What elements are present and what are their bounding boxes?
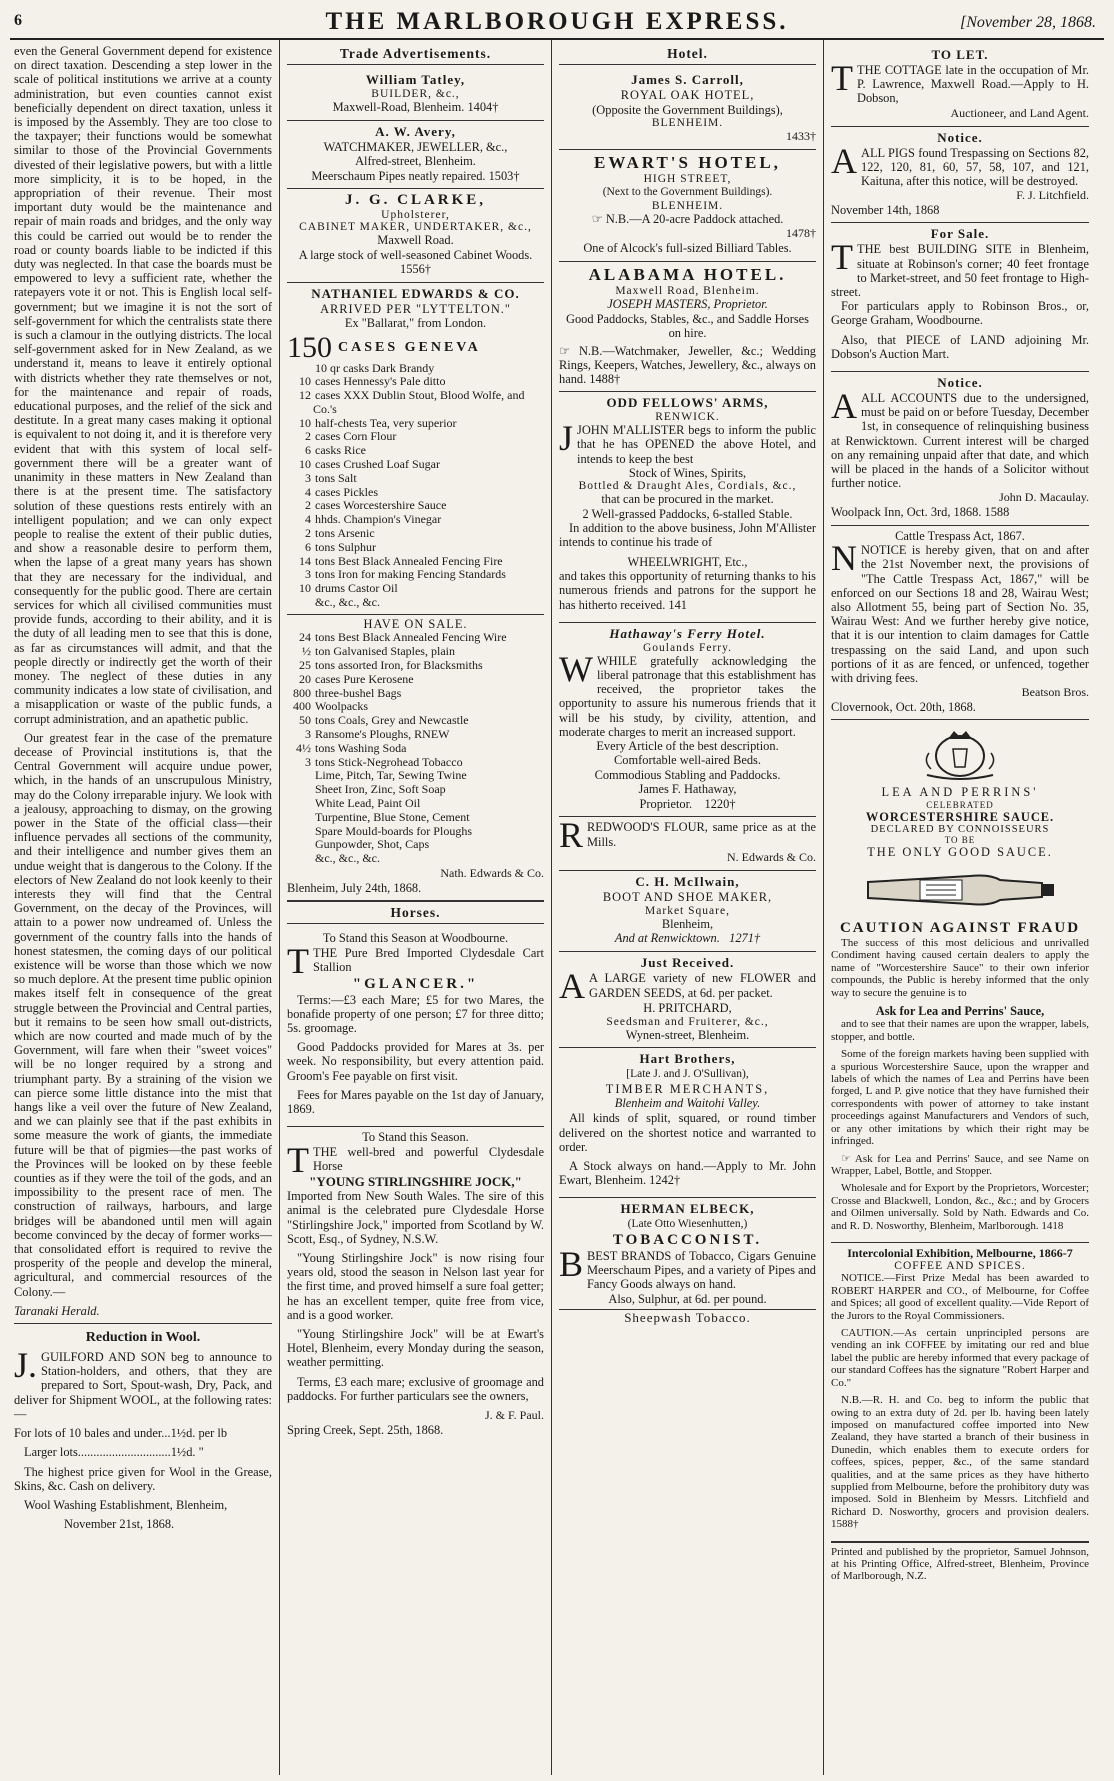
ad-name: C. H. McIlwain, bbox=[635, 874, 740, 890]
stock-item bbox=[287, 687, 544, 701]
ad-body: CAUTION.—As certain unprincipled persons are vending an ink COFFEE by imitating our red and blue label the public are hereby informed that every package of our standard Coffees has the signature "Robert Harper and Co." bbox=[831, 1327, 1089, 1389]
page-number: 6 bbox=[14, 12, 22, 29]
ad-intro: TTHE well-bred and powerful Clydesdale Horse bbox=[287, 1139, 544, 1180]
stock-item bbox=[287, 756, 544, 770]
stock-quantity: 3 bbox=[305, 754, 311, 769]
ad-body: ☞ Ask for Lea and Perrins' Sauce, and see Name on Wrapper, Label, Bottle, and Stopper. bbox=[831, 1152, 1089, 1177]
ad-trade: Seedsman and Fruiterer, &c., bbox=[606, 1015, 769, 1028]
stock-quantity: 10 bbox=[299, 374, 311, 389]
ad-name: JOSEPH MASTERS, Proprietor. bbox=[607, 296, 768, 311]
stock-description: &c., &c., &c. bbox=[315, 595, 380, 610]
ad-slogan: THE ONLY GOOD SAUCE. bbox=[867, 845, 1053, 860]
ad-heading: TO LET. bbox=[931, 47, 989, 62]
stock-description: cases Crushed Loaf Sugar bbox=[315, 457, 440, 472]
stock-quantity: 3 bbox=[305, 470, 311, 485]
stock-item bbox=[287, 645, 544, 659]
column-2 bbox=[280, 40, 552, 1775]
stock-description: hhds. Champion's Vinegar bbox=[315, 512, 442, 527]
ad-town: BLENHEIM. bbox=[651, 199, 724, 212]
ad-sign: Beatson Bros. bbox=[1021, 685, 1089, 700]
stock-quantity: 6 bbox=[305, 443, 311, 458]
ad-body: "Young Stirlingshire Jock" is now rising four years old, stood the season in Nelson last year for the first time, and proved himself a sure foal getter; he has an excellent temper, quite free from vice, and is a good worker. bbox=[287, 1251, 544, 1322]
ad-body: NNOTICE is hereby given, that on and after the 21st November next, the provisions of "The Cattle Trespass Act, 1867," will be enforced on our Sections 18 and 28, Wairau West; also Allotment 55, being part of Section No. 35, Wairau West: And we further hereby give notice, that it is our intention to claim damages for Cattle trespassing on the said Land, and upon such portions of it as are fenced, or unfenced, together with driving fees. bbox=[831, 538, 1089, 685]
ad-body: In addition to the above business, John M'Allister intends to continue his trade of bbox=[559, 521, 816, 550]
pointing-hand-icon: ☞ bbox=[841, 1152, 855, 1165]
stock-description: half-chests Tea, very superior bbox=[315, 415, 457, 430]
stock-item bbox=[287, 430, 544, 444]
ad-clarke bbox=[287, 189, 544, 283]
stock-quantity: 4 bbox=[305, 512, 311, 527]
column-3 bbox=[552, 40, 824, 1775]
ad-heading: Just Received. bbox=[640, 955, 735, 971]
ad-address: Maxwell-Road, Blenheim. 1404† bbox=[332, 100, 499, 114]
stock-quantity: 14 bbox=[299, 553, 311, 568]
trade-ads-heading: Trade Advertisements. bbox=[287, 44, 544, 65]
ad-address: Maxwell Road. bbox=[377, 233, 454, 247]
ad-oddfellows bbox=[559, 392, 816, 623]
ad-note: Every Article of the best description. bbox=[596, 738, 779, 753]
editorial-source: Taranaki Herald. bbox=[14, 1303, 100, 1318]
stock-item bbox=[287, 728, 544, 742]
stock-quantity: 50 bbox=[299, 713, 311, 728]
ad-sign: James F. Hathaway, bbox=[638, 782, 737, 797]
hotel-name: EWART'S HOTEL, bbox=[594, 153, 781, 172]
ad-note: Comfortable well-aired Beds. bbox=[614, 753, 761, 768]
ad-note: WHEELWRIGHT, Etc., bbox=[627, 554, 748, 569]
ad-number: 1478† bbox=[786, 226, 816, 240]
paper-title: THE MARLBOROUGH EXPRESS. bbox=[325, 8, 789, 35]
stock-item bbox=[287, 582, 544, 596]
ad-body: A Stock always on hand.—Apply to Mr. John Ewart, Blenheim. 1242† bbox=[559, 1159, 816, 1188]
ad-body: Some of the foreign markets having been supplied with a spurious Worcestershire Sauce, upon the wrapper and labels of which the names of Lea and Perrins have been forged, L and P. give notice that they have furnished their correspondents with power of attorney to take instant proceedings against Manufacturers and Vendors of such, or any other imitations by which their right may be infringed. bbox=[831, 1048, 1089, 1148]
ad-avery bbox=[287, 121, 544, 190]
stock-description: Woolpacks bbox=[315, 699, 369, 714]
ad-body: BBEST BRANDS of Tobacco, Cigars Genuine Meerschaum Pipes, and a variety of Pipes and Fancy Goods always on hand. bbox=[559, 1243, 816, 1292]
ad-sign: J. & F. Paul. bbox=[484, 1408, 544, 1423]
stock-item bbox=[287, 555, 544, 569]
stock-description: White Lead, Paint Oil bbox=[315, 795, 421, 810]
ad-hart bbox=[559, 1048, 816, 1198]
stock-item bbox=[287, 541, 544, 555]
stock-quantity: 10 bbox=[299, 581, 311, 596]
stock-item bbox=[287, 811, 544, 825]
stock-list bbox=[287, 362, 544, 610]
stock-item bbox=[287, 458, 544, 472]
ad-cattle-trespass bbox=[831, 526, 1089, 721]
ad-address: (Opposite the Government Buildings), bbox=[592, 102, 783, 117]
wool-body: J. GUILFORD AND SON beg to announce to Station-holders, and others, that they are prepared to Sort, Spout-wash, Dry, Pack, and deliver for Shipment WOOL, at the following rates:— bbox=[14, 1345, 272, 1421]
ad-name: J. G. CLARKE, bbox=[344, 192, 487, 208]
ad-harper-coffee bbox=[831, 1243, 1089, 1542]
ad-note: Bottled & Draught Ales, Cordials, &c., bbox=[578, 480, 797, 493]
ad-trade: TOBACCONIST. bbox=[612, 1231, 763, 1248]
ad-date: Woolpack Inn, Oct. 3rd, 1868. 1588 bbox=[831, 505, 1010, 520]
stock-description: Ransome's Ploughs, RNEW bbox=[315, 726, 450, 741]
stock-quantity: 20 bbox=[299, 671, 311, 686]
stock-item bbox=[287, 659, 544, 673]
stock-description: tons Best Black Annealed Fencing Fire bbox=[315, 553, 503, 568]
ad-body: and to see that their names are upon the wrapper, labels, stopper, and bottle. bbox=[831, 1018, 1089, 1043]
hotel-name: ALABAMA HOTEL. bbox=[588, 264, 787, 284]
ad-sign: John D. Macaulay. bbox=[999, 490, 1089, 505]
ad-note: [Late J. and J. O'Sullivan), bbox=[626, 1068, 749, 1081]
ad-name: A. W. Avery, bbox=[375, 123, 456, 139]
ad-redwood bbox=[559, 817, 816, 871]
ad-note: Ask for Lea and Perrins' Sauce, bbox=[875, 1003, 1045, 1018]
stock-description: three-bushel Bags bbox=[315, 685, 402, 700]
ad-body: Imported from New South Wales. The sire of this animal is the celebrated pure Clydesdale Horse "Stirlingshire Jock," imported from Scotland by W. Scott, Esq., of Sydney, N.S.W. bbox=[287, 1189, 544, 1246]
wool-rate: For lots of 10 bales and under...1½d. per lb bbox=[14, 1426, 228, 1441]
horses-heading: Horses. bbox=[287, 901, 544, 924]
ad-body: For particulars apply to Robinson Bros., or, George Graham, Woodbourne. bbox=[831, 299, 1089, 328]
ad-body: TTHE best BUILDING SITE in Blenheim, situate at Robinson's corner; 40 feet frontage to Market-street, and 50 feet frontage to High-street. bbox=[831, 237, 1089, 300]
ad-sign: F. J. Litchfield. bbox=[1016, 188, 1089, 203]
stock-description: casks Rice bbox=[315, 443, 366, 458]
ad-trade: CABINET MAKER, UNDERTAKER, &c., bbox=[299, 221, 532, 233]
ad-date: November 14th, 1868 bbox=[831, 203, 940, 218]
stock-description: tons Sulphur bbox=[315, 539, 377, 554]
stock-item bbox=[287, 825, 544, 839]
stock-item bbox=[287, 769, 544, 783]
ad-body: AALL ACCOUNTS due to the undersigned, must be paid on or before Tuesday, December 1st, in consequence of relinquishing business at Renwicktown. Current interest will be charged on any remaining unpaid after that date, and which will be placed in the hands of a Solicitor without further notice. bbox=[831, 386, 1089, 491]
ad-jock bbox=[287, 1127, 544, 1442]
stock-item bbox=[287, 631, 544, 645]
stock-quantity: 24 bbox=[299, 630, 311, 645]
stock-description: 10 qr casks Dark Brandy bbox=[315, 360, 435, 375]
geneva-line bbox=[287, 330, 544, 364]
stock-quantity: 10 bbox=[299, 457, 311, 472]
ad-body: AALL PIGS found Trespassing on Sections 82, 122, 120, 81, 60, 57, 58, 107, and 121, Kaituna, after this notice, will be destroyed. bbox=[831, 140, 1089, 189]
ad-body: and takes this opportunity of returning thanks to his numerous friends and patrons for the support he has hitherto received. 141 bbox=[559, 569, 816, 612]
masthead bbox=[10, 6, 1104, 40]
ad-trade: BOOT AND SHOE MAKER, bbox=[602, 890, 773, 905]
geneva-count: 150 bbox=[287, 330, 332, 364]
sale-list bbox=[287, 631, 544, 866]
caution-heading: CAUTION AGAINST FRAUD bbox=[839, 919, 1081, 936]
stock-quantity: 6 bbox=[305, 539, 311, 554]
ad-name: NATHANIEL EDWARDS & CO. bbox=[311, 285, 520, 301]
product-name: WORCESTERSHIRE SAUCE. bbox=[865, 809, 1055, 824]
ad-trade: TIMBER MERCHANTS, bbox=[605, 1081, 770, 1096]
ad-seeds bbox=[559, 952, 816, 1048]
ad-note: TO BE bbox=[944, 835, 976, 846]
ad-intro: TTHE Pure Bred Imported Clydesdale Cart Stallion bbox=[287, 940, 544, 981]
ad-body: Wholesale and for Export by the Proprietors, Worcester; Crosse and Blackwell, London, &c., &c.; and by Grocers and Oilmen universally. Sold by Nath. Edwards and Co. and R. D. Nosworthy, Blenheim, Marlborough. 1418 bbox=[831, 1182, 1089, 1232]
stock-item bbox=[287, 568, 544, 582]
wool-heading: Reduction in Wool. bbox=[85, 1330, 201, 1346]
stock-item bbox=[287, 783, 544, 797]
stock-item bbox=[287, 472, 544, 486]
ad-tatley bbox=[287, 69, 544, 121]
ad-mcilwain bbox=[559, 871, 816, 952]
ad-date: Spring Creek, Sept. 25th, 1868. bbox=[287, 1423, 444, 1438]
ad-sign: N. Edwards & Co. bbox=[727, 850, 816, 865]
ad-number: 1433† bbox=[786, 129, 816, 143]
stock-description: ton Galvanised Staples, plain bbox=[315, 644, 455, 659]
ad-address: Market Square, bbox=[645, 904, 730, 917]
ad-body: A A LARGE variety of new FLOWER and GARDEN SEEDS, at 6d. per packet. bbox=[559, 966, 816, 1007]
stock-item bbox=[287, 486, 544, 500]
ad-to-let bbox=[831, 44, 1089, 127]
ad-note: Stock of Wines, Spirits, bbox=[628, 465, 747, 480]
ad-royal-oak bbox=[559, 69, 816, 150]
ad-heading: Notice. bbox=[937, 129, 983, 145]
stock-description: tons Washing Soda bbox=[315, 740, 407, 755]
editorial-paragraph: even the General Government depend for existence on direct taxation. Descending a step lower in the scale of political institutions we arrive at a county administration, but even counties cannot exist beneficially dependent on direct taxation, unless it is imposed by the Assembly. They are too close to the taxpayer; their functions would be somewhat similar to those of the Provincial Governments divested of their legislative powers, but with a little more simplicity, it is to be hoped, in the appropriation of their revenue. Their most important duty would be the maintenance and repair of main roads and bridges, and the only way this could be carried out would be to render the road or county boards liable to be indicted if this duty was neglected. In that case the boards must be empowered to levy a sufficient rate, whether the ratepayers vote it or not. This is English local self-government; but we imagine it is not the sort of self-government for which the centralists state there is such a clamour in the outlying districts. The local self-government asked for in New Zealand, as we understand it, means to leave it entirely optional with districts whether they rate themselves or not, for the maintenance and repair of roads, educational purposes, and the relief of the sick and destitute. In a great many cases making it optional is equivalent to not doing it, and it is therefore very evident that with this system of local self-government there will be a greater want of unanimity in these matters in New Zealand than there is at the present time. The satisfactory solution of these questions rests entirely with an intelligent population; and we can only expect people to realise the extent of their public duties, and show a reasonable desire to perform them, when the lapse of a great many years has shown that they are necessary for the individual, and consequently for the public good. There are certain services for which all civilised communities must provide funds, according to their ability, and it is the duty of all leading men to see that this is done, as far as circumstances will admit, and that the people directly or indirectly get the worth of their money. The neglect of these duties in any community indicates a low state of civilisation, and a misapplication or waste of the public funds, a corrupt administration, and an apathetic public. bbox=[14, 44, 272, 726]
ad-body: WWHILE gratefully acknowledging the liberal patronage that this establishment has received, the proprietor takes the opportunity to assure his numerous friends that it will be his study, by civility, attention, and moderate charges to merit an increased support. bbox=[559, 648, 816, 739]
stock-quantity: 25 bbox=[299, 657, 311, 672]
stock-description: tons assorted Iron, for Blacksmiths bbox=[315, 657, 483, 672]
ad-trade: Upholsterer, bbox=[381, 209, 450, 221]
ad-address: HIGH STREET, bbox=[643, 173, 732, 185]
ad-elbeck bbox=[559, 1198, 816, 1331]
ad-heading: Notice. bbox=[937, 375, 983, 391]
stock-quantity: 2 bbox=[305, 429, 311, 444]
ad-subtitle: COFFEE AND SPICES. bbox=[894, 1260, 1026, 1273]
ad-sign: Proprietor. 1220† bbox=[639, 796, 736, 811]
pointing-hand-icon: ☞ bbox=[559, 343, 579, 358]
ad-heading: For Sale. bbox=[930, 226, 990, 242]
ad-heading: Intercolonial Exhibition, Melbourne, 1866-7 bbox=[847, 1245, 1073, 1260]
stock-description: tons Arsenic bbox=[315, 526, 375, 541]
stock-description: Gunpowder, Shot, Caps bbox=[315, 837, 430, 852]
horse-name: "YOUNG STIRLINGSHIRE JOCK," bbox=[309, 1173, 522, 1189]
geneva-label: CASES GENEVA bbox=[338, 339, 481, 355]
on-sale-heading: HAVE ON SALE. bbox=[287, 614, 544, 632]
ad-note: DECLARED BY CONNOISSEURS bbox=[870, 824, 1050, 836]
ad-note: Commodious Stabling and Paddocks. bbox=[594, 767, 781, 782]
ad-name: Hart Brothers, bbox=[639, 1051, 736, 1067]
stock-description: tons Coals, Grey and Newcastle bbox=[315, 713, 469, 728]
ad-sign: Nath. Edwards & Co. bbox=[440, 865, 544, 880]
stock-item bbox=[287, 375, 544, 389]
ad-address: (Next to the Government Buildings). bbox=[602, 186, 773, 198]
stock-quantity: 3 bbox=[305, 726, 311, 741]
stock-description: tons Iron for making Fencing Standards bbox=[315, 567, 506, 582]
stock-description: cases XXX Dublin Stout, Blood Wolfe, and Co.'s bbox=[313, 388, 525, 416]
ad-subtitle: To Stand this Season at Woodbourne. bbox=[322, 931, 509, 946]
ad-date: Blenheim, July 24th, 1868. bbox=[287, 880, 422, 895]
ad-note: Meerschaum Pipes neatly repaired. 1503† bbox=[311, 168, 520, 183]
stock-item bbox=[287, 714, 544, 728]
stock-description: tons Best Black Annealed Fencing Wire bbox=[315, 630, 507, 645]
ad-for-sale bbox=[831, 223, 1089, 372]
pointing-hand-icon: ☞ bbox=[591, 211, 606, 226]
ad-address: Goulands Ferry. bbox=[643, 641, 732, 654]
stock-quantity: 4½ bbox=[296, 740, 311, 755]
ad-glancer bbox=[287, 928, 544, 1127]
ad-body: N.B.—R. H. and Co. beg to inform the public that owing to an extra duty of 2d. per lb. having been lately imposed on manufactured coffee imported into New Zealand, they have started a branch of their business in Dunedin, which enables them to execute orders for coffees, spices, pepper, &c., of the same standard qualities, and at the same prices as they have hitherto supplied from Melbourne, before the prohibitory duty was imposed. Sold in Blenheim by Messrs. Litchfield and Richard D. Nosworthy, grocers and provision dealers. 1588† bbox=[831, 1394, 1089, 1531]
ad-body: All kinds of split, squared, or round timber delivered on the shortest notice and warranted to order. bbox=[559, 1111, 816, 1154]
ad-note: 2 Well-grassed Paddocks, 6-stalled Stable. bbox=[582, 506, 793, 521]
imprint: Printed and published by the proprietor, Samuel Johnson, at his Printing Office, Alfred-street, Blenheim, Province of Marlborough, N.Z. bbox=[831, 1542, 1089, 1583]
ad-sign: Auctioneer, and Land Agent. bbox=[950, 105, 1089, 120]
ad-note: Also, Sulphur, at 6d. per pound. bbox=[608, 1291, 767, 1306]
hotel-name: ODD FELLOWS' ARMS, bbox=[606, 395, 769, 411]
ad-notice-accounts bbox=[831, 372, 1089, 526]
stock-quantity: 12 bbox=[299, 388, 311, 403]
ad-subtitle: Ex "Ballarat," from London. bbox=[344, 316, 487, 330]
wool-date: November 21st, 1868. bbox=[64, 1517, 175, 1532]
stock-item bbox=[287, 527, 544, 541]
wool-body-2: The highest price given for Wool in the Grease, Skins, &c. Cash on delivery. bbox=[14, 1464, 272, 1493]
stock-quantity: 3 bbox=[305, 567, 311, 582]
stock-description: tons Salt bbox=[315, 470, 357, 485]
stock-description: cases Corn Flour bbox=[315, 429, 397, 444]
ad-address: Wynen-street, Blenheim. bbox=[625, 1027, 750, 1042]
ad-heading: Cattle Trespass Act, 1867. bbox=[895, 528, 1025, 543]
ad-note: (Late Otto Wiesenhutten,) bbox=[627, 1218, 748, 1231]
hotel-name: Hathaway's Ferry Hotel. bbox=[609, 625, 766, 641]
stock-item bbox=[287, 596, 544, 610]
stock-quantity: 10 bbox=[299, 415, 311, 430]
ad-name: William Tatley, bbox=[365, 72, 466, 87]
column-1 bbox=[10, 40, 280, 1775]
ad-town: Blenheim, bbox=[661, 916, 714, 931]
stock-description: Spare Mould-boards for Ploughs bbox=[315, 823, 472, 838]
stock-description: Lime, Pitch, Tar, Sewing Twine bbox=[315, 768, 467, 783]
ad-body: Terms, £3 each mare; exclusive of groomage and paddocks. For further particulars see the owners, bbox=[287, 1374, 544, 1403]
brand-name: LEA AND PERRINS' bbox=[881, 785, 1039, 800]
stock-item bbox=[287, 417, 544, 431]
ad-note: ☞ N.B.—Watchmaker, Jeweller, &c.; Wedding Rings, Keepers, Watches, Jewellery, &c., always on hand. 1488† bbox=[559, 343, 816, 386]
hotel-heading: Hotel. bbox=[559, 44, 816, 65]
ad-note: A large stock of well-seasoned Cabinet Woods. 1556† bbox=[298, 247, 533, 276]
ad-name: HERMAN ELBECK, bbox=[620, 1201, 755, 1217]
ad-address: Maxwell Road, Blenheim. bbox=[615, 284, 760, 297]
royal-crest-icon bbox=[915, 725, 1005, 783]
ad-note: And at Renwicktown. 1271† bbox=[614, 931, 761, 946]
stock-item bbox=[287, 362, 544, 376]
stock-item bbox=[287, 499, 544, 513]
ad-name: James S. Carroll, bbox=[631, 72, 744, 87]
ad-body: NOTICE.—First Prize Medal has been awarded to ROBERT HARPER and CO., of Melbourne, for Coffee and Spices; all good of excellent quality.—Vide Report of the Jurors to the Royal Commissioners. bbox=[831, 1272, 1089, 1322]
ad-notice-pigs bbox=[831, 127, 1089, 224]
stock-description: cases Worcestershire Sauce bbox=[315, 498, 447, 513]
ad-body: Also, that PIECE of LAND adjoining Mr. Dobson's Auction Mart. bbox=[831, 332, 1089, 361]
stock-quantity: 800 bbox=[293, 685, 311, 700]
stock-quantity: ½ bbox=[302, 644, 311, 659]
horse-name: "GLANCER." bbox=[352, 975, 479, 992]
stock-item bbox=[287, 513, 544, 527]
ad-body: "Young Stirlingshire Jock" will be at Ewart's Hotel, Blenheim, every Monday during the season, weather permitting. bbox=[287, 1327, 544, 1370]
stock-quantity: 4 bbox=[305, 484, 311, 499]
stock-description: cases Hennessy's Pale ditto bbox=[315, 374, 446, 389]
ad-town: BLENHEIM. bbox=[651, 117, 724, 129]
ad-trade: BUILDER, &c., bbox=[371, 88, 460, 100]
editorial-paragraph: Our greatest fear in the case of the premature decease of Provincial institutions is, that the Central Government will acquire undue power, which, in the hands of an unscrupulous Ministry, may do the Colony irreparable injury. We look with a jealousy, approaching to dismay, on the growing power in the State of the official class—their influence pervades all sections of the community, and their intelligence and number gives them an undue weight that is dangerous to the Colony. If the electors of New Zealand do not look keenly to their interests they will find that the Central Government, on the decay of the Provinces, will attain to a power now undreamed of. Unless the government of the country falls into the hands of honest statesmen, the coming days of our political existence will be worse than those which we now so much deplore. At the present time public opinion makes itself felt in consequence of the great struggle between the Provincial and Central parties, but it remains to be seen how small out-districts, which are now courted and made much of by the Government, will fare when their "sweet voices" will be no longer required by a strong and triumphant party. By a straining of the vision we can pierce some little distance into the mist that hangs like a veil over the future of New Zealand, and we can plainly see that if the past exhibits in some measure the work of giants, the immediate future will be that of pigmies—the past works of the Provinces will be looked on by these feeble counties as if they were the toil of the gods, and an impossibility to the present race of men. The construction of railways, harbours, and large bridges will be abandoned until men will again become convinced by the decay of former works—that consolidated effort is required to revive the prosperity of the people and develop the mineral, agricultural, and commercial resources of the Colony.— bbox=[14, 730, 272, 1299]
stock-item bbox=[287, 742, 544, 756]
stock-description: &c., &c., &c. bbox=[315, 851, 380, 866]
stock-item bbox=[287, 797, 544, 811]
ad-body: Fees for Mares payable on the 1st day of January, 1869. bbox=[287, 1087, 544, 1117]
ad-body: Good Paddocks provided for Mares at 3s. per week. No responsibility, but every attention paid. Groom's Fee payable on first visit. bbox=[287, 1040, 544, 1083]
sauce-bottle-icon bbox=[860, 864, 1060, 916]
wool-rate: Larger lots..............................1½d. " bbox=[24, 1445, 204, 1460]
hotel-name: ROYAL OAK HOTEL, bbox=[620, 88, 755, 102]
ad-body: JJOHN M'ALLISTER begs to inform the public that he has OPENED the above Hotel, and intends to keep the best bbox=[559, 418, 816, 466]
ad-subtitle: ARRIVED PER "LYTTELTON." bbox=[320, 301, 511, 316]
stock-description: Turpentine, Blue Stone, Cement bbox=[315, 809, 470, 824]
stock-item bbox=[287, 673, 544, 687]
stock-quantity: 2 bbox=[305, 498, 311, 513]
ad-footer: Sheepwash Tobacco. bbox=[559, 1309, 816, 1326]
ad-alabama bbox=[559, 262, 816, 393]
ad-date: Clovernook, Oct. 20th, 1868. bbox=[831, 700, 976, 715]
stock-item bbox=[287, 700, 544, 714]
stock-item bbox=[287, 838, 544, 852]
stock-description: cases Pure Kerosene bbox=[315, 671, 414, 686]
ad-note: that can be procured in the market. bbox=[601, 492, 774, 507]
ad-sign: H. PRITCHARD, bbox=[643, 1001, 732, 1016]
ad-body: RREDWOOD'S FLOUR, same price as at the Mills. bbox=[559, 815, 816, 856]
ad-lea-perrins bbox=[831, 720, 1089, 1243]
stock-quantity: 2 bbox=[305, 526, 311, 541]
ad-note: ☞ N.B.—A 20-acre Paddock attached. bbox=[591, 211, 784, 226]
ad-town: RENWICK. bbox=[655, 411, 720, 424]
stock-item bbox=[287, 444, 544, 458]
stock-description: drums Castor Oil bbox=[315, 581, 398, 596]
stock-description: Sheet Iron, Zinc, Soft Soap bbox=[315, 782, 446, 797]
ad-ferry bbox=[559, 623, 816, 818]
column-4 bbox=[824, 40, 1096, 1775]
ad-subtitle: To Stand this Season. bbox=[362, 1130, 469, 1145]
ad-note: One of Alcock's full-sized Billiard Tables. bbox=[583, 241, 792, 255]
issue-date: [November 28, 1868. bbox=[960, 14, 1096, 31]
ad-address: Alfred-street, Blenheim. bbox=[355, 154, 476, 168]
wool-sign: Wool Washing Establishment, Blenheim, bbox=[24, 1497, 228, 1512]
stock-item bbox=[287, 852, 544, 866]
stock-description: tons Stick-Negrohead Tobacco bbox=[315, 754, 463, 769]
ad-trade: WATCHMAKER, JEWELLER, &c., bbox=[323, 139, 508, 154]
stock-quantity: 400 bbox=[293, 699, 311, 714]
ad-body: Terms:—£3 each Mare; £5 for two Mares, the bonafide property of one person; £7 for three ditto; 5s. groomage. bbox=[287, 992, 544, 1035]
ad-address: Blenheim and Waitohi Valley. bbox=[614, 1096, 761, 1111]
ad-edwards bbox=[287, 283, 544, 902]
ad-note: CELEBRATED bbox=[926, 799, 994, 810]
ad-body: TTHE COTTAGE late in the occupation of Mr. P. Lawrence, Maxwell Road.—Apply to H. Dobson, bbox=[831, 58, 1089, 106]
stock-item bbox=[287, 389, 544, 417]
ad-body: The success of this most delicious and unrivalled Condiment having caused certain dealers to apply the name of "Worcestershire Sauce" to their own inferior compounds, the Public is hereby informed that the only way to secure the genuine is to bbox=[831, 936, 1089, 999]
stock-description: cases Pickles bbox=[315, 484, 378, 499]
ad-ewarts bbox=[559, 150, 816, 262]
ad-note: Good Paddocks, Stables, &c., and Saddle Horses on hire. bbox=[566, 311, 809, 340]
